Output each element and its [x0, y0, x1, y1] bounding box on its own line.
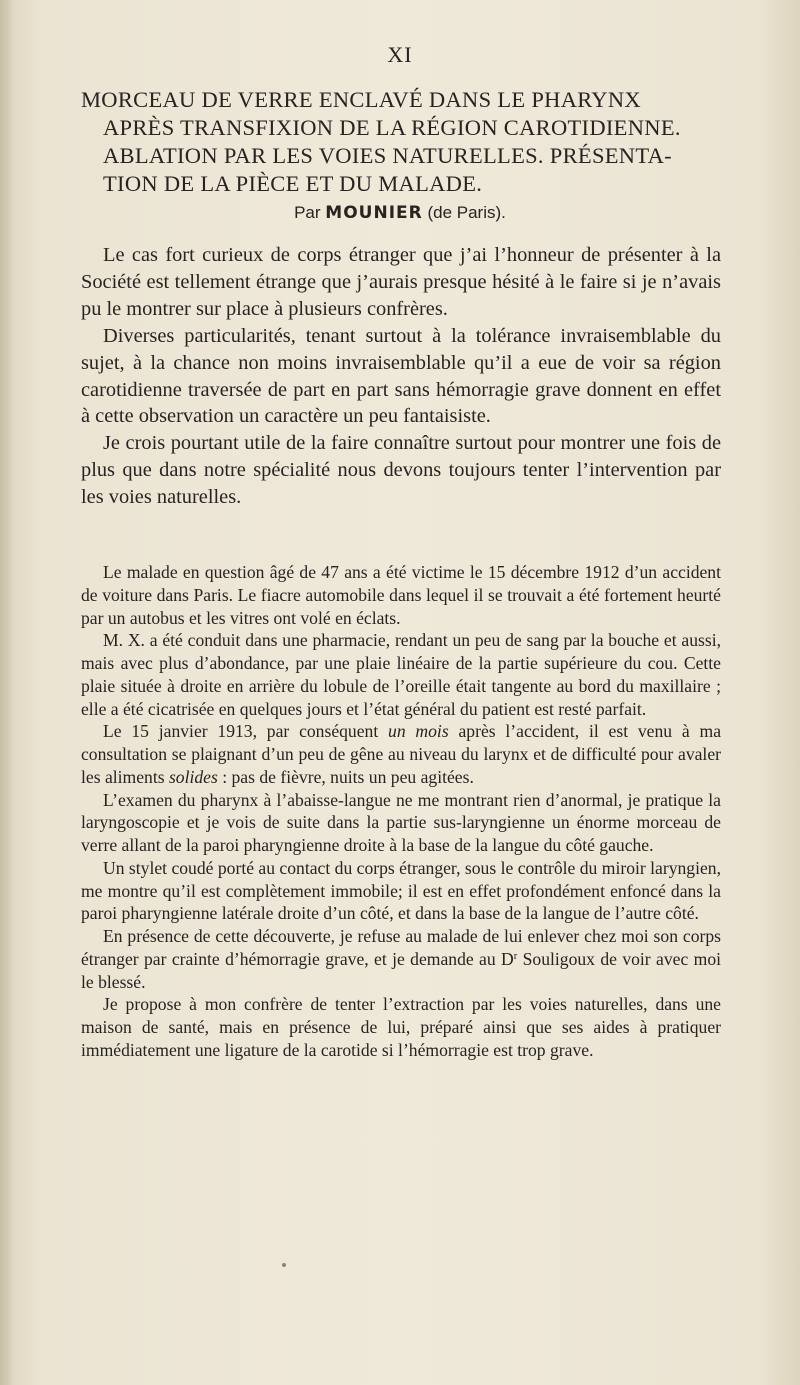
paragraph-case-6-part-a: En présence de cette découverte, je refuse au malade de lui enlever chez moi son corps étranger par crainte d’hémorragie grave, et je demande au D	[81, 926, 721, 969]
chapter-number: XI	[387, 42, 413, 67]
emphasis-solides: solides	[168, 766, 218, 787]
paragraph-case-6	[81, 925, 721, 993]
case-report-text	[81, 561, 721, 1062]
paragraph-case-1: Le malade en question âgé de 47 ans a été victime le 15 décembre 1912 d’un accident de voiture dans Paris. Le fiacre automobile dans lequel il se trouvait a été fortement heurté par un autobus et les vitres ont volé en éclats.	[81, 562, 721, 628]
title-line-2: APRÈS TRANSFIXION DE LA RÉGION CAROTIDIENNE.	[103, 115, 681, 140]
article-title	[81, 86, 721, 198]
paragraph-case-2: M. X. a été conduit dans une pharmacie, rendant un peu de sang par la bouche et aussi, mais avec plus d’abondance, par une plaie linéaire de la partie supérieure du cou. Cette plaie située à droite en arrière du lobule de l’oreille était tangente au bord du maxillaire ; elle a été cicatrisée en quelques jours et l’état général du patient est resté parfait.	[81, 630, 721, 719]
paragraph-intro-1: Le cas fort curieux de corps étranger que j’ai l’honneur de présenter à la Société est tellement étrange que j’aurais presque hésité à le faire si je n’avais pu le montrer sur place à plusieurs confrères.	[81, 244, 721, 320]
title-line-1: MORCEAU DE VERRE ENCLAVÉ DANS LE PHARYNX	[81, 87, 641, 112]
paragraph-case-3-part-a: Le 15 janvier 1913, par conséquent	[103, 721, 389, 742]
author-affiliation: (de Paris).	[427, 203, 506, 222]
paragraph-case-6-part-b: Souligoux de voir avec moi le blessé.	[81, 948, 722, 992]
paragraph-case-7: Je propose à mon confrère de tenter l’extraction par les voies naturelles, dans une maison de santé, mais en présence de lui, préparé ainsi que ses aides à pratiquer immédiatement une ligature de la carotide si l’hémorragie est trop grave.	[81, 994, 721, 1060]
ink-speck	[282, 1263, 286, 1267]
paragraph-case-5: Un stylet coudé porté au contact du corps étranger, sous le contrôle du miroir laryngien, me montre qu’il est complètement immobile; il est en effet profondément enfoncé dans la paroi pharyngienne latérale droite d’un côté, et dans la base de la langue de l’autre côté.	[81, 857, 721, 924]
paragraph-intro-2: Diverses particularités, tenant surtout à la tolérance invraisemblable du sujet, à la chance non moins invraisemblable qu’il a eue de voir sa région carotidienne traversée de part en part sans hémorragie grave donnent en effet à cette observation un caractère un peu fantaisiste.	[81, 324, 721, 428]
superscript-r: r	[513, 950, 518, 962]
paragraph-case-3-part-b: après l’accident, il est venu à ma consultation se plaignant d’un peu de gêne au niveau du larynx et de difficulté pour avaler les aliments	[81, 721, 721, 787]
paragraph-case-4: L’examen du pharynx à l’abaisse-langue ne me montrant rien d’anormal, je pratique la laryngoscopie et je vois de suite dans la partie sus-laryngienne un énorme morceau de verre allant de la paroi pharyngienne droite à la base de la langue du côté gauche.	[81, 789, 721, 855]
paragraph-case-3	[81, 720, 721, 788]
introduction-text	[81, 242, 721, 511]
byline-prefix: Par	[294, 203, 321, 222]
byline	[0, 203, 800, 223]
emphasis-un-mois: un mois	[388, 721, 449, 742]
title-line-3: ABLATION PAR LES VOIES NATURELLES. PRÉSENTA-	[103, 143, 672, 168]
paragraph-case-3-part-c: : pas de fièvre, nuits un peu agitées.	[217, 766, 474, 787]
title-line-4: TION DE LA PIÈCE ET DU MALADE.	[103, 171, 483, 196]
author-name: MOUNIER	[325, 203, 423, 223]
paragraph-intro-3: Je crois pourtant utile de la faire connaître surtout pour montrer une fois de plus que dans notre spécialité nous devons toujours tenter l’intervention par les voies naturelles.	[81, 432, 721, 509]
